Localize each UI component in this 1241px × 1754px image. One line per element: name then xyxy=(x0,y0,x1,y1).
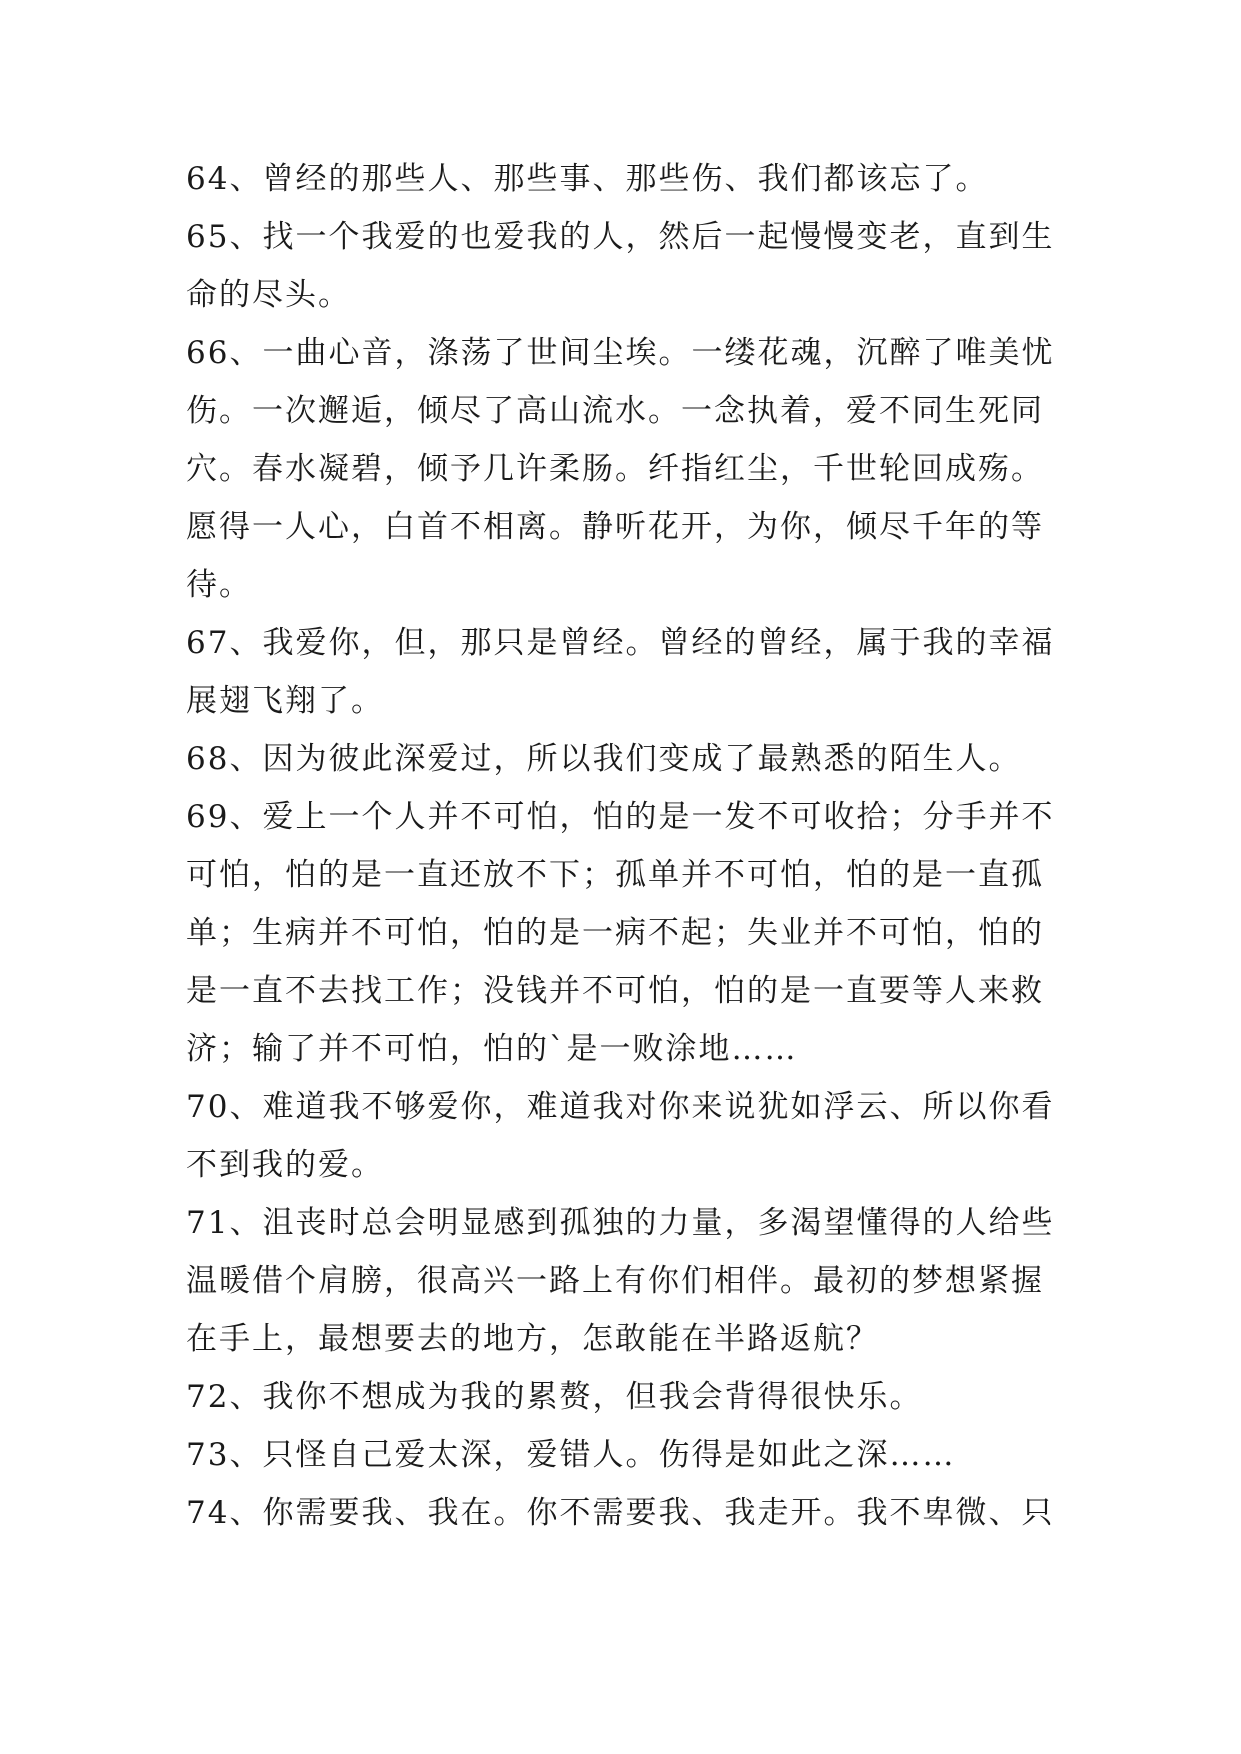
paragraph-64: 64、曾经的那些人、那些事、那些伤、我们都该忘了。 xyxy=(186,161,989,197)
paragraph-72: 72、我你不想成为我的累赘，但我会背得很快乐。 xyxy=(186,1379,923,1415)
document-body xyxy=(186,150,1066,1542)
paragraph-69: 69、爱上一个人并不可怕，怕的是一发不可收拾；分手并不可怕，怕的是一直还放不下；孤单并不可怕，怕的是一直孤单；生病并不可怕，怕的是一病不起；失业并不可怕，怕的是一直不去找工作；没钱并不可怕，怕的是一直要等人来救济；输了并不可怕，怕的`是一败涂地…… xyxy=(186,799,1055,1067)
paragraph-74: 74、你需要我、我在。你不需要我、我走开。我不卑微、只 xyxy=(186,1495,1055,1531)
paragraph-68: 68、因为彼此深爱过，所以我们变成了最熟悉的陌生人。 xyxy=(186,741,1022,777)
paragraph-65: 65、找一个我爱的也爱我的人，然后一起慢慢变老，直到生命的尽头。 xyxy=(186,219,1055,313)
paragraph-66: 66、一曲心音，涤荡了世间尘埃。一缕花魂，沉醉了唯美忧伤。一次邂逅，倾尽了高山流水。一念执着，爱不同生死同穴。春水凝碧，倾予几许柔肠。纤指红尘，千世轮回成殇。愿得一人心，白首不相离。静听花开，为你，倾尽千年的等待。 xyxy=(186,335,1055,603)
paragraph-71: 71、沮丧时总会明显感到孤独的力量，多渴望懂得的人给些温暖借个肩膀，很高兴一路上有你们相伴。最初的梦想紧握在手上，最想要去的地方，怎敢能在半路返航？ xyxy=(186,1205,1055,1357)
paragraph-70: 70、难道我不够爱你，难道我对你来说犹如浮云、所以你看不到我的爱。 xyxy=(186,1089,1055,1183)
paragraph-67: 67、我爱你，但，那只是曾经。曾经的曾经，属于我的幸福展翅飞翔了。 xyxy=(186,625,1055,719)
paragraph-73: 73、只怪自己爱太深，爱错人。伤得是如此之深…… xyxy=(186,1437,956,1473)
